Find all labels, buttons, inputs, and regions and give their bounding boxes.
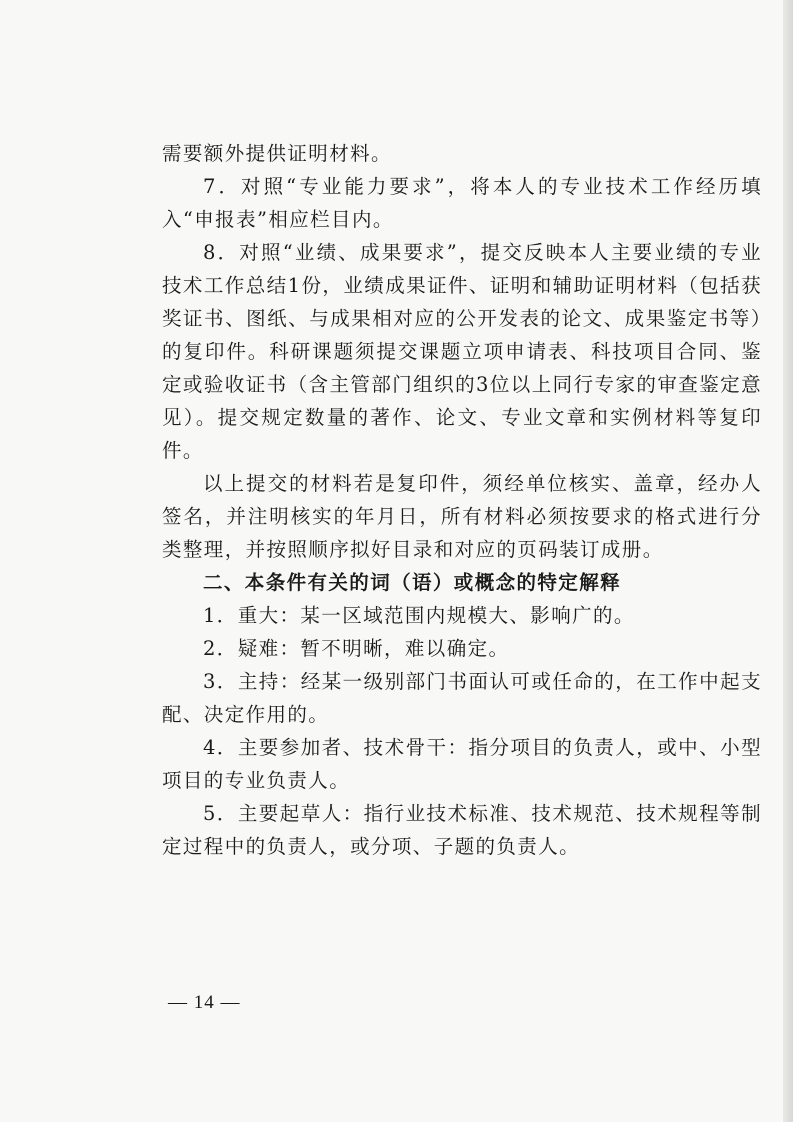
definition-1: 1．重大：某一区域范围内规模大、影响广的。 — [203, 604, 635, 627]
paragraph-continuation: 需要额外提供证明材料。 — [162, 142, 392, 165]
section-heading: 二、本条件有关的词（语）或概念的特定解释 — [203, 571, 622, 594]
page-number: — 14 — — [168, 992, 241, 1013]
materials-note: 以上提交的材料若是复印件，须经单位核实、盖章，经办人签名，并注明核实的年月日，所有材料必须按要求的格式进行分类整理，并按照顺序拟好目录和对应的页码装订成册。 — [162, 472, 762, 561]
definition-2: 2．疑难：暂不明晰，难以确定。 — [203, 637, 510, 660]
definition-5: 5．主要起草人：指行业技术标准、技术规范、技术规程等制定过程中的负责人，或分项、子题的负责人。 — [162, 802, 762, 858]
item-8: 8．对照“业绩、成果要求”，提交反映本人主要业绩的专业技术工作总结1份，业绩成果证件、证明和辅助证明材料（包括获奖证书、图纸、与成果相对应的公开发表的论文、成果鉴定书等）的复印件。科研课题须提交课题立项申请表、科技项目合同、鉴定或验收证书（含主管部门组织的3位以上同行专家的审查鉴定意见）。提交规定数量的著作、论文、专业文章和实例材料等复印件。 — [162, 241, 762, 462]
definition-3: 3．主持：经某一级别部门书面认可或任命的，在工作中起支配、决定作用的。 — [162, 670, 762, 726]
document-body — [162, 137, 762, 863]
page-edge-shadow — [783, 0, 793, 1122]
item-7: 7．对照“专业能力要求”，将本人的专业技术工作经历填入“申报表”相应栏目内。 — [162, 175, 762, 231]
definition-4: 4．主要参加者、技术骨干：指分项目的负责人，或中、小型项目的专业负责人。 — [162, 736, 762, 792]
